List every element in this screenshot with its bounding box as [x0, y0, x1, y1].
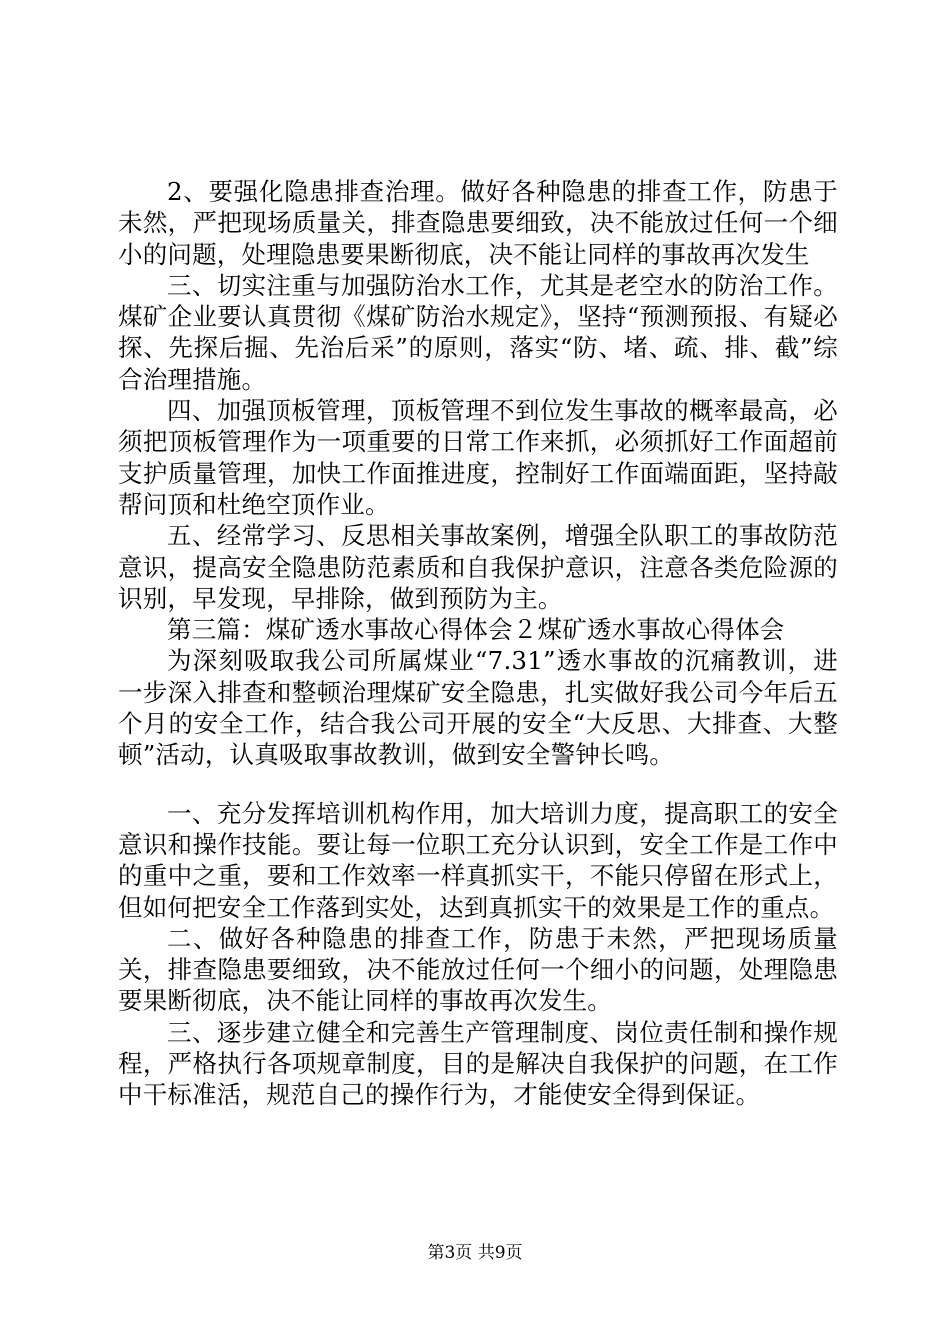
- paragraph-spacer: [118, 771, 838, 798]
- paragraph-hazard-inspection: 2、要强化隐患排查治理。做好各种隐患的排查工作，防患于未然，严把现场质量关，排查隐患要细致，决不能放过任何一个细小的问题，处理隐患要果断彻底，决不能让同样的事故再次发生: [118, 177, 838, 269]
- paragraph-intro: 为深刻吸取我公司所属煤业“7.31”透水事故的沉痛教训，进一步深入排查和整顿治理煤矿安全隐患，扎实做好我公司今年后五个月的安全工作，结合我公司开展的安全“大反思、大排查、大整顿”活动，认真吸取事故教训，做到安全警钟长鸣。: [118, 646, 838, 770]
- document-body: [118, 176, 838, 1111]
- section-heading: 第三篇：煤矿透水事故心得体会２煤矿透水事故心得体会: [167, 615, 785, 645]
- paragraph-roof-management: 四、加强顶板管理，顶板管理不到位发生事故的概率最高，必须把顶板管理作为一项重要的日常工作来抓，必须抓好工作面超前支护质量管理，加快工作面推进度，控制好工作面端面距，坚持敲帮问顶和杜绝空顶作业。: [118, 396, 838, 519]
- paragraph-water-prevention: 三、切实注重与加强防治水工作，尤其是老空水的防治工作。煤矿企业要认真贯彻《煤矿防治水规定》，坚持“预测预报、有疑必探、先探后掘、先治后采”的原则，落实“防、堵、疏、排、截”综合治理措施。: [118, 270, 838, 394]
- page-footer: [0, 1242, 950, 1264]
- paragraph-regulations: 三、逐步建立健全和完善生产管理制度、岗位责任制和操作规程，严格执行各项规章制度，目的是解决自我保护的问题，在工作中干标准活，规范自己的操作行为，才能使安全得到保证。: [118, 1017, 838, 1110]
- paragraph-inspection: 二、做好各种隐患的排查工作，防患于未然，严把现场质量关，排查隐患要细致，决不能放过任何一个细小的问题，处理隐患要果断彻底，决不能让同样的事故再次发生。: [118, 923, 838, 1016]
- paragraph-training: 一、充分发挥培训机构作用，加大培训力度，提高职工的安全意识和操作技能。要让每一位职工充分认识到，安全工作是工作中的重中之重，要和工作效率一样真抓实干，不能只停留在形式上，但如何把安全工作落到实处，达到真抓实干的效果是工作的重点。: [118, 798, 838, 922]
- page-number: 第3页 共9页: [427, 1243, 523, 1263]
- paragraph-case-study: 五、经常学习、反思相关事故案例，增强全队职工的事故防范意识，提高安全隐患防范素质和自我保护意识，注意各类危险源的识别，早发现，早排除，做到预防为主。: [118, 521, 838, 613]
